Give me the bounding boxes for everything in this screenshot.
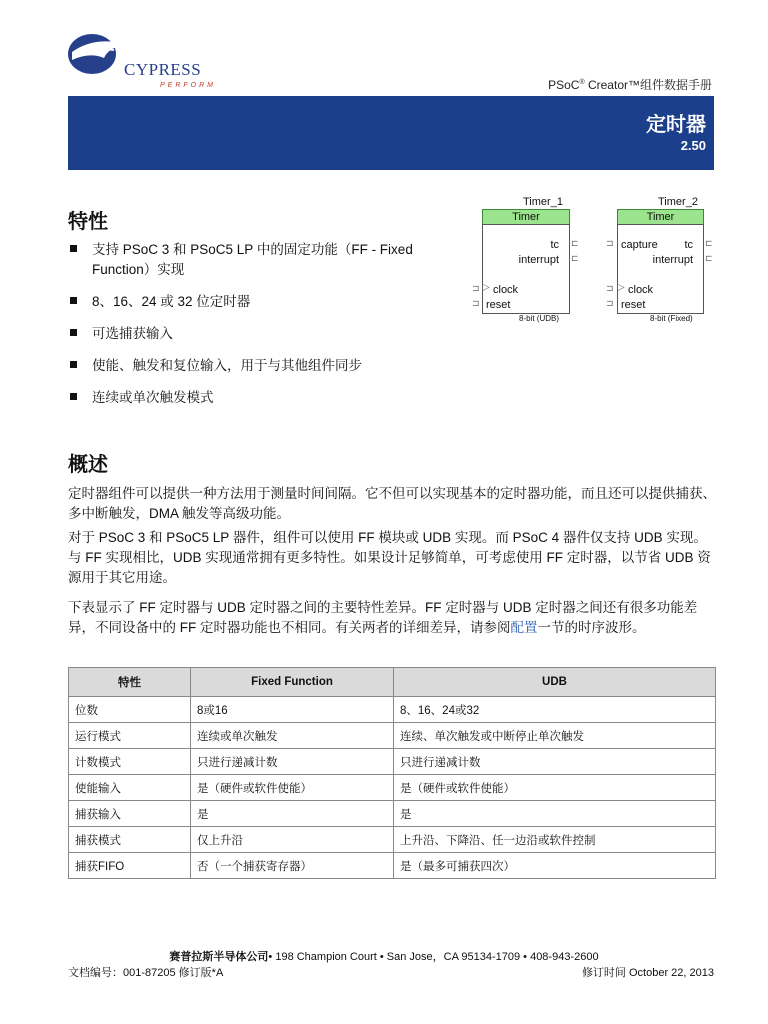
- timer2-instance-name: Timer_2: [658, 196, 698, 208]
- table-cell: 是: [394, 801, 716, 827]
- page-title: 定时器: [646, 114, 706, 136]
- table-row: [69, 853, 716, 879]
- pin-arrow-icon: ⊐: [472, 298, 480, 308]
- footer-doc-number: 文档编号：001-87205 修订版*A: [68, 967, 224, 979]
- table-cell: 连续、单次触发或中断停止单次触发: [394, 723, 716, 749]
- clock-triangle-icon: ▷: [617, 282, 625, 293]
- title-banner: [68, 96, 714, 170]
- table-cell: 否（一个捕获寄存器）: [191, 853, 394, 879]
- timer2-header: Timer: [617, 209, 704, 225]
- table-cell: 捕获模式: [69, 827, 191, 853]
- doc-series: PSoC® Creator™组件数据手册: [548, 78, 712, 92]
- timer1-pin-reset: reset: [486, 299, 511, 311]
- list-item: 使能、触发和复位输入，用于与其他组件同步: [68, 356, 458, 376]
- table-cell: 上升沿、下降沿、任一边沿或软件控制: [394, 827, 716, 853]
- comparison-table: [68, 667, 716, 879]
- table-row: [69, 775, 716, 801]
- logo-tagline: PERFORM: [160, 82, 216, 89]
- table-cell: 是（硬件或软件使能）: [394, 775, 716, 801]
- table-cell: 8、16、24或32: [394, 697, 716, 723]
- pin-arrow-icon: ⊐: [606, 283, 614, 293]
- table-row: [69, 697, 716, 723]
- table-row: [69, 723, 716, 749]
- timer2-pin-reset: reset: [621, 299, 646, 311]
- table-row: [69, 827, 716, 853]
- config-link[interactable]: 配置: [510, 620, 538, 635]
- footer-revision-date: 修订时间 October 22, 2013: [581, 967, 714, 979]
- timer2-symbol-box: [617, 224, 704, 314]
- list-item: 连续或单次触发模式: [68, 388, 458, 408]
- timer1-pin-clock: clock: [493, 284, 519, 296]
- table-cell: 位数: [69, 697, 191, 723]
- table-cell: 使能输入: [69, 775, 191, 801]
- pin-arrow-icon: ⊏: [571, 238, 579, 248]
- table-cell: 是（最多可捕获四次）: [394, 853, 716, 879]
- timer1-instance-name: Timer_1: [523, 196, 563, 208]
- table-header-row: [69, 668, 716, 697]
- table-cell: 只进行递减计数: [191, 749, 394, 775]
- timer2-caption: 8-bit (Fixed): [650, 314, 693, 323]
- table-cell: 连续或单次触发: [191, 723, 394, 749]
- pin-arrow-icon: ⊏: [705, 253, 713, 263]
- table-cell: 运行模式: [69, 723, 191, 749]
- overview-paragraph: 下表显示了 FF 定时器与 UDB 定时器之间的主要特性差异。FF 定时器与 UDB 定时器之间还有很多功能差异，不同设备中的 FF 定时器功能也不相同。有关两者的详细差异，请参阅配置一节的时序波形。: [68, 600, 698, 635]
- table-row: [69, 801, 716, 827]
- pin-arrow-icon: ⊏: [571, 253, 579, 263]
- features-heading: 特性: [68, 211, 108, 233]
- table-cell: 8或16: [191, 697, 394, 723]
- table-header: UDB: [394, 668, 716, 697]
- timer2-pin-capture: capture: [621, 239, 658, 251]
- pin-arrow-icon: ⊏: [705, 238, 713, 248]
- table-row: [69, 749, 716, 775]
- overview-paragraph: 定时器组件可以提供一种方法用于测量时间间隔。它不但可以实现基本的定时器功能，而且还可以提供捕获、多中断触发，DMA 触发等高级功能。: [68, 486, 716, 521]
- timer1-header: Timer: [482, 209, 570, 225]
- overview-heading: 概述: [68, 454, 108, 476]
- list-item: 支持 PSoC 3 和 PSoC5 LP 中的固定功能（FF - Fixed Function）实现: [68, 240, 458, 280]
- list-item: 8、16、24 或 32 位定时器: [68, 292, 458, 312]
- timer1-pin-tc: tc: [550, 239, 559, 251]
- timer2-pin-interrupt: interrupt: [652, 254, 693, 266]
- clock-triangle-icon: ▷: [482, 282, 490, 293]
- timer1-symbol-box: [482, 224, 570, 314]
- table-header: 特性: [69, 668, 191, 697]
- pin-arrow-icon: ⊐: [606, 238, 614, 248]
- table-cell: 计数模式: [69, 749, 191, 775]
- pin-arrow-icon: ⊐: [606, 298, 614, 308]
- table-cell: 是: [191, 801, 394, 827]
- timer2-pin-clock: clock: [628, 284, 654, 296]
- footer-address: 赛普拉斯半导体公司• 198 Champion Court • San Jose，CA 95134-1709 • 408-943-2600: [169, 951, 599, 963]
- table-cell: 是（硬件或软件使能）: [191, 775, 394, 801]
- timer1-caption: 8-bit (UDB): [519, 314, 560, 323]
- pin-arrow-icon: ⊐: [472, 283, 480, 293]
- version-label: 2.50: [680, 138, 706, 153]
- table-cell: 捕获输入: [69, 801, 191, 827]
- features-list: [68, 240, 458, 420]
- timer1-pin-interrupt: interrupt: [518, 254, 559, 266]
- overview-paragraph: 对于 PSoC 3 和 PSoC5 LP 器件，组件可以使用 FF 模块或 UDB 实现。而 PSoC 4 器件仅支持 UDB 实现。与 FF 实现相比，UDB 实现通常拥有更多特性。如果设计足够简单，可考虑使用 FF 定时器，以节省 UDB 资源用于其它用途。: [68, 530, 711, 585]
- table-header: Fixed Function: [191, 668, 394, 697]
- list-item: 可选捕获输入: [68, 324, 458, 344]
- logo-wordmark: CYPRESS: [124, 60, 202, 79]
- table-cell: 只进行递减计数: [394, 749, 716, 775]
- timer2-pin-tc: tc: [684, 239, 693, 251]
- table-cell: 捕获FIFO: [69, 853, 191, 879]
- table-cell: 仅上升沿: [191, 827, 394, 853]
